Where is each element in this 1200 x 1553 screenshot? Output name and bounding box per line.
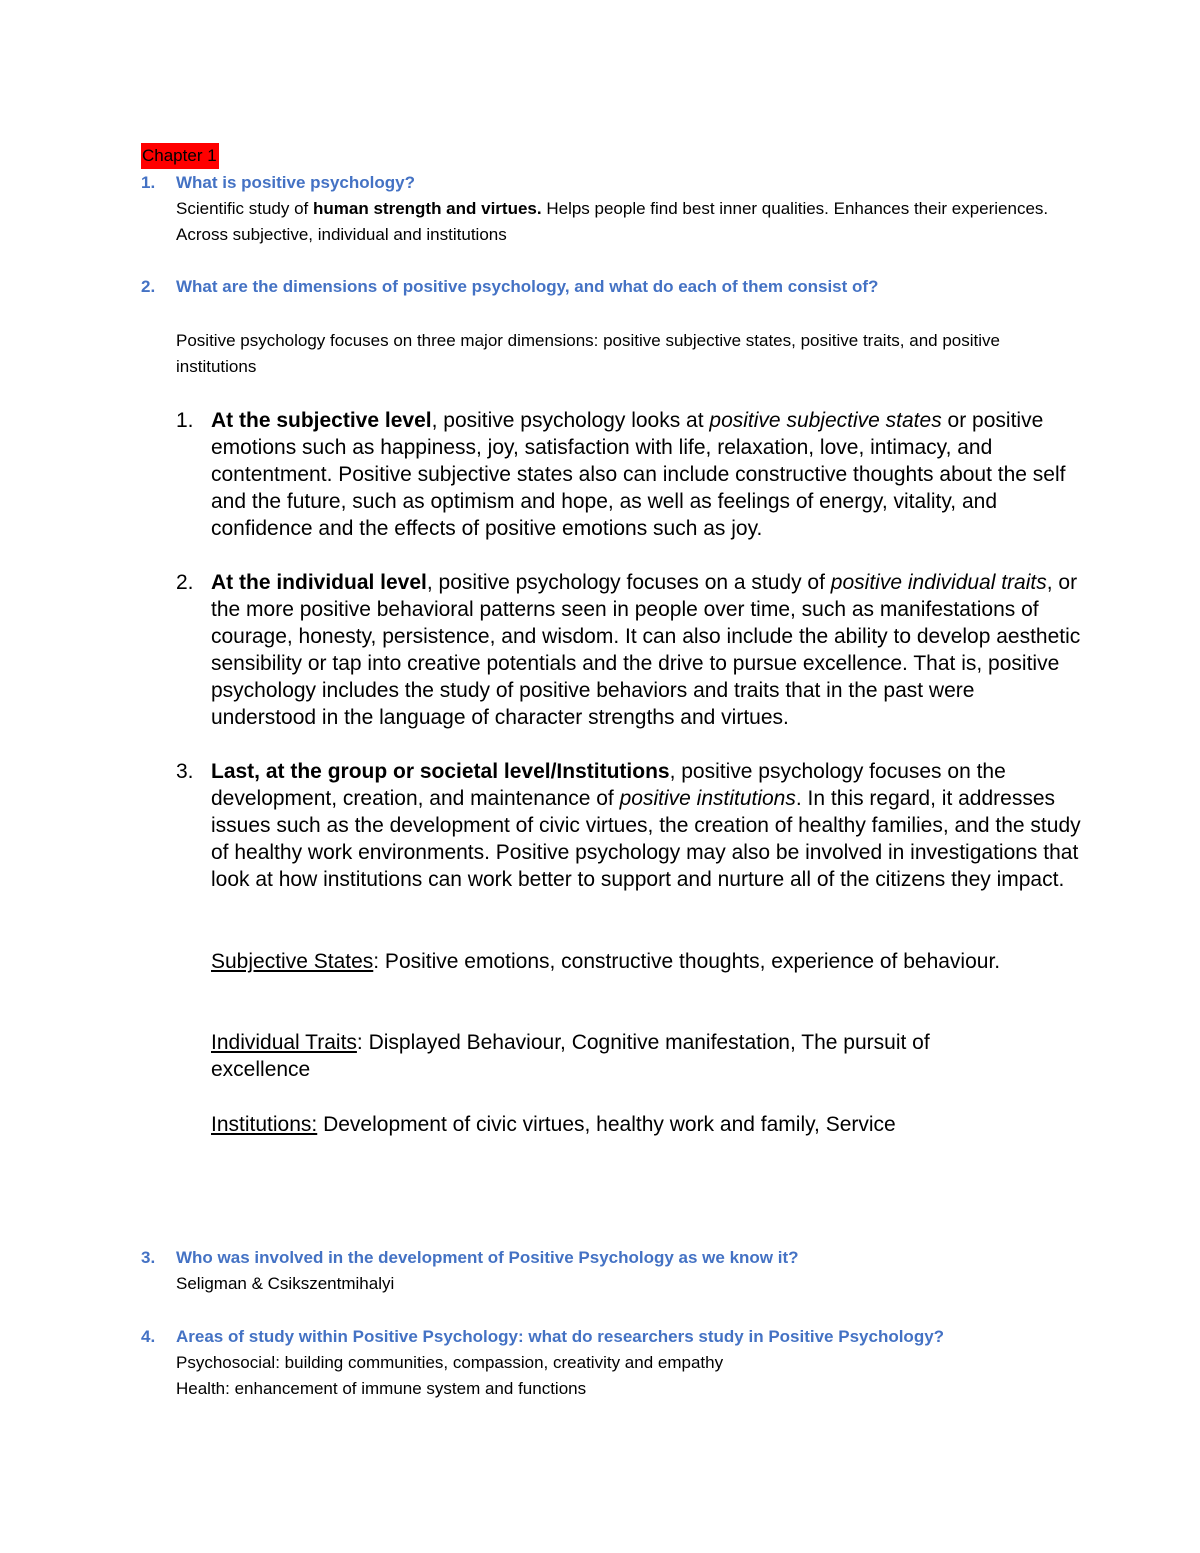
answer-text <box>176 196 1076 248</box>
list-item-individual <box>211 569 1081 731</box>
answer-text-bold: human strength and virtues. <box>313 199 542 218</box>
summary-label: Individual Traits <box>211 1031 357 1054</box>
question-text: What are the dimensions of positive psychology, and what do each of them consist of? <box>176 277 879 296</box>
summary-text: : Positive emotions, constructive thoughts, experience of behaviour. <box>373 950 1001 973</box>
question-3 <box>176 1245 1076 1297</box>
summary-label: Subjective States <box>211 950 374 973</box>
answer-text-part: Helps people find best inner qualities. Enhances their experiences. Across subjective, individual and institutions <box>176 199 1049 244</box>
question-text: Who was involved in the development of Positive Psychology as we know it? <box>176 1248 799 1267</box>
answer-text: Health: enhancement of immune system and functions <box>176 1379 587 1398</box>
question-number: 2. <box>141 277 156 296</box>
list-item-text: or positive emotions such as happiness, joy, satisfaction with life, relaxation, love, intimacy, and contentment. Positive subjective states also can include constructive thoughts about the self and the future, such as optimism and hope, as well as feelings of energy, vitality, and confidence and the effects of positive emotions such as joy. <box>211 409 1066 540</box>
summary-text: Development of civic virtues, healthy work and family, Service <box>317 1113 896 1136</box>
question-text: Areas of study within Positive Psychology: what do researchers study in Positive Psychology? <box>176 1327 945 1346</box>
list-item-italic: positive subjective states <box>709 409 942 432</box>
list-item-italic: positive institutions <box>619 787 796 810</box>
list-item-text: , positive psychology focuses on a study of <box>426 571 831 594</box>
list-item-heading: At the individual level <box>211 571 427 594</box>
question-1 <box>176 170 1076 248</box>
summary-text: : Displayed Behaviour, Cognitive manifestation, The pursuit of excellence <box>211 1031 930 1081</box>
question-text: What is positive psychology? <box>176 173 415 192</box>
answer-text: Seligman & Csikszentmihalyi <box>176 1274 395 1293</box>
list-item-italic: positive individual traits <box>830 571 1047 594</box>
list-item-subjective <box>211 407 1081 542</box>
question-4 <box>176 1324 1076 1402</box>
list-number: 1. <box>176 409 194 432</box>
list-item-institutions <box>211 758 1081 893</box>
list-item-text: . In this regard, it addresses issues such as the development of civic virtues, the creation of healthy families, and the study of healthy work environments. Positive psychology may also be involved in investigations that look at how institutions can work better to support and nurture all of the citizens they impact. <box>211 787 1081 891</box>
list-item-text: , positive psychology looks at <box>431 409 710 432</box>
summary-individual <box>211 1029 1031 1083</box>
question-number: 1. <box>141 173 156 192</box>
answer-text-part: Scientific study of <box>176 199 314 218</box>
question-number: 3. <box>141 1248 156 1267</box>
list-number: 2. <box>176 571 194 594</box>
dimensions-intro: Positive psychology focuses on three major dimensions: positive subjective states, positive traits, and positive institutions <box>176 331 1000 376</box>
answer-text: Psychosocial: building communities, compassion, creativity and empathy <box>176 1353 724 1372</box>
chapter-heading: Chapter 1 <box>141 143 219 169</box>
list-item-heading: At the subjective level <box>211 409 432 432</box>
list-item-text: , positive psychology focuses on the development, creation, and maintenance of <box>211 760 1006 810</box>
question-number: 4. <box>141 1327 156 1346</box>
summary-subjective <box>211 948 1021 975</box>
list-number: 3. <box>176 760 194 783</box>
list-item-text: , or the more positive behavioral patterns seen in people over time, such as manifestations of courage, honesty, persistence, and wisdom. It can also include the ability to develop aesthetic sensibility or tap into creative potentials and the drive to pursue excellence. That is, positive psychology includes the study of positive behaviors and traits that in the past were understood in the language of character strengths and virtues. <box>211 571 1081 729</box>
question-2 <box>176 274 1076 300</box>
summary-institutions <box>211 1111 1081 1138</box>
summary-label: Institutions: <box>211 1113 318 1136</box>
list-item-heading: Last, at the group or societal level/Institutions <box>211 760 670 783</box>
